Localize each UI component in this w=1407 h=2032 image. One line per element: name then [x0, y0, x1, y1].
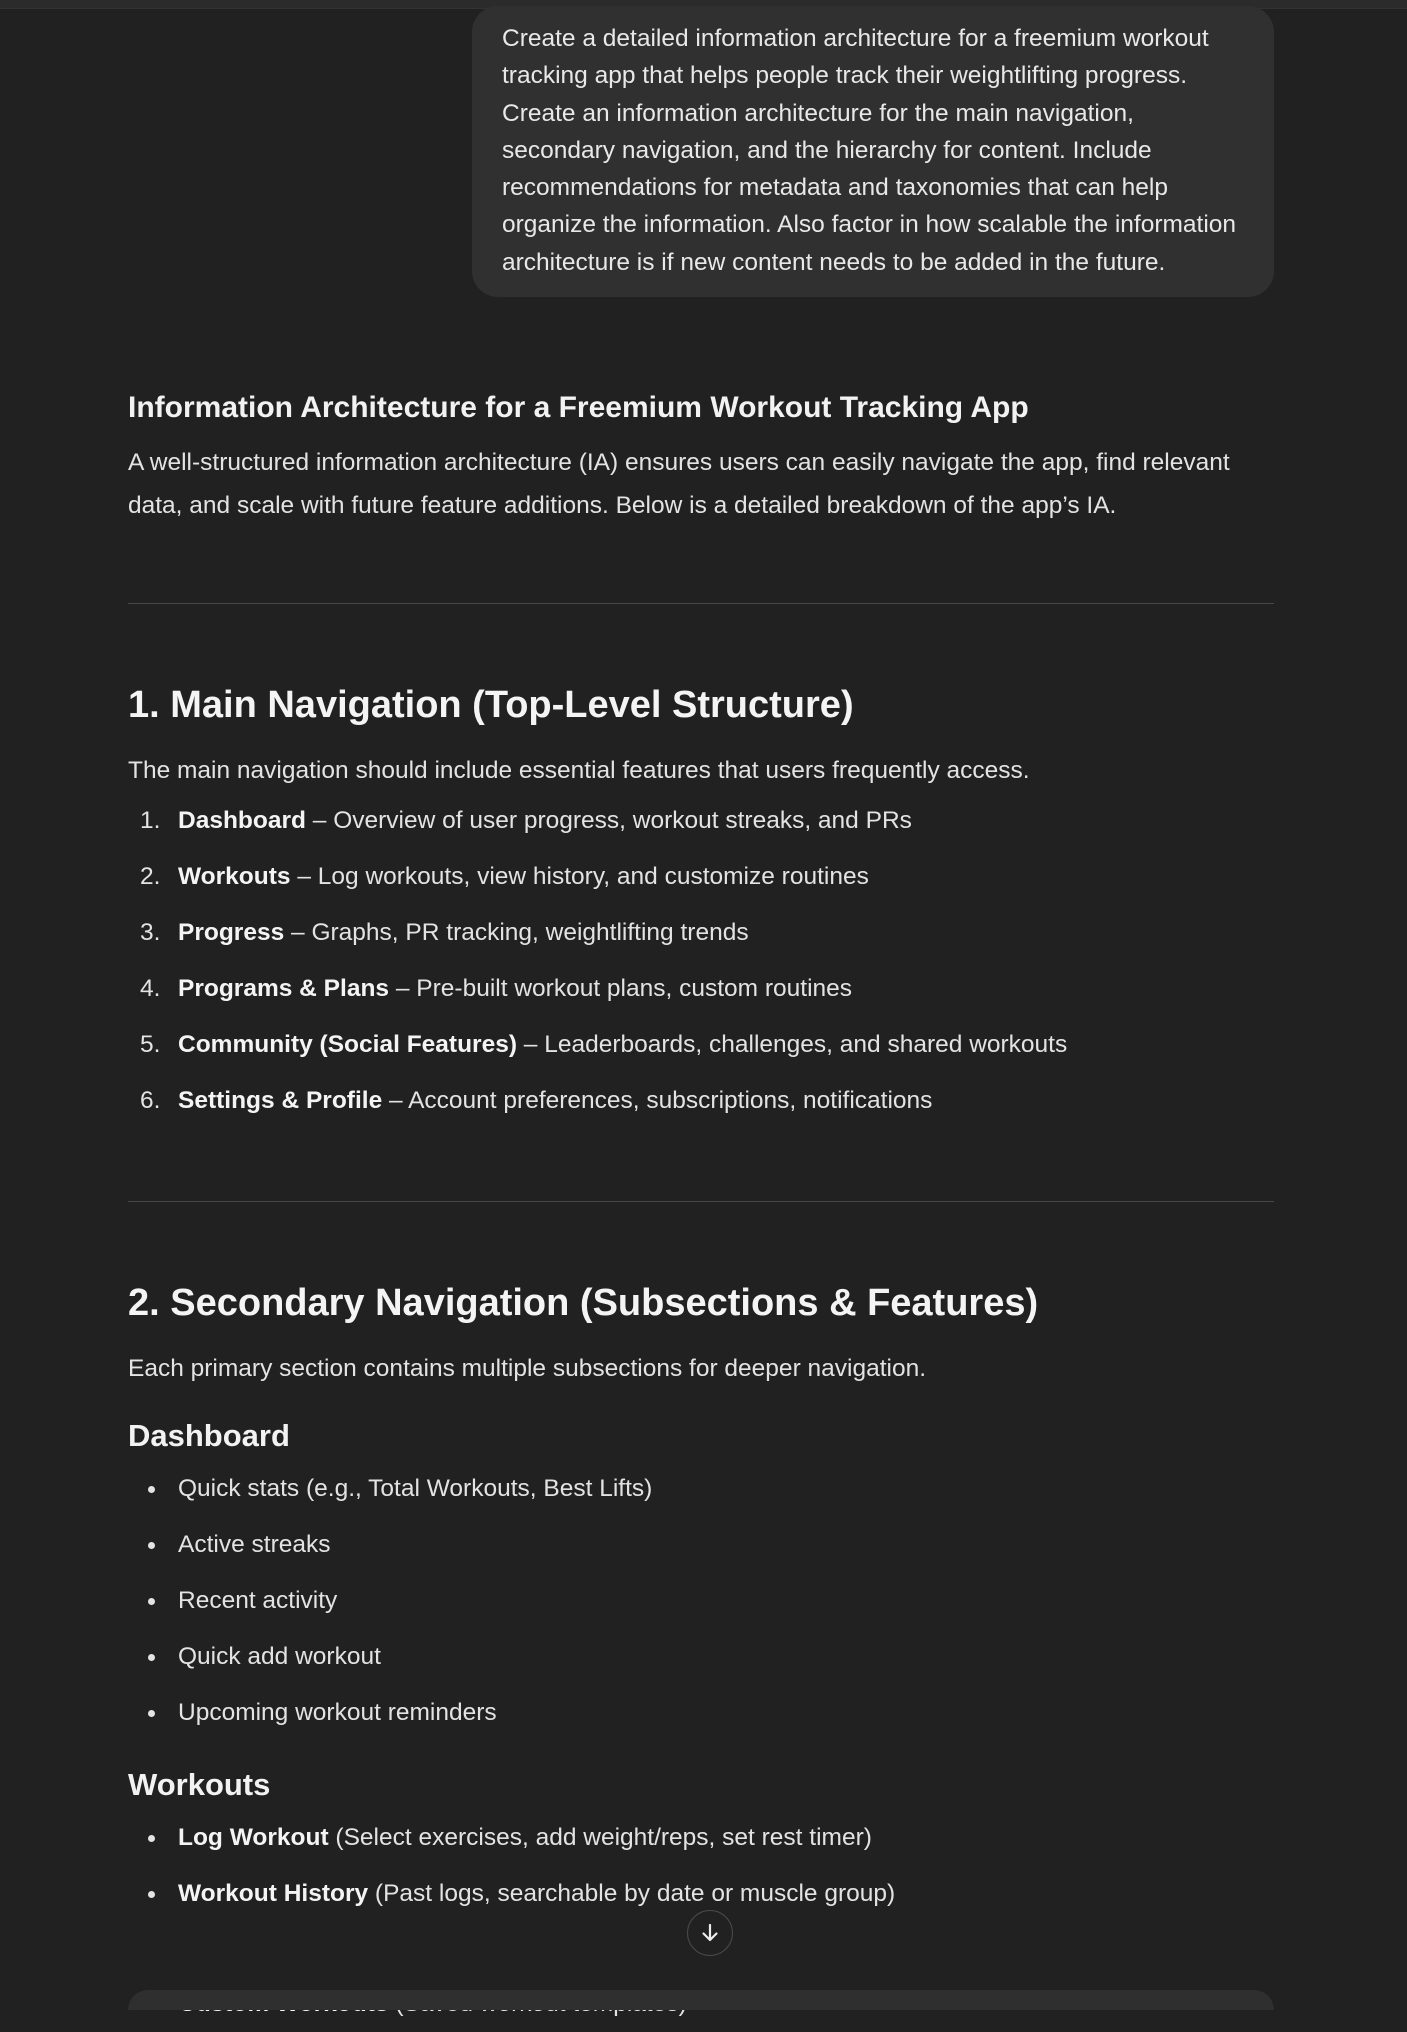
- section-2-intro: Each primary section contains multiple subsections for deeper navigation.: [128, 1355, 927, 1382]
- response-title: Information Architecture for a Freemium Workout Tracking App: [128, 391, 1029, 424]
- assistant-response: [128, 390, 1274, 1922]
- list-item: 2. Workouts – Log workouts, view history, and customize routines: [140, 863, 869, 890]
- section-1-intro: The main navigation should include essential features that users frequently access.: [128, 757, 1030, 784]
- list-item: Quick stats (e.g., Total Workouts, Best Lifts): [128, 1461, 1274, 1517]
- divider: [128, 603, 1274, 604]
- section-1-heading: 1. Main Navigation (Top-Level Structure): [128, 684, 854, 726]
- user-message-bubble: Create a detailed information architecture for a freemium workout tracking app that helps people track their weightlifting progress. Create an information architecture for the main navigation, secondary navigation, and the hierarchy for content. Include recommendations for metadata and taxonomies that can help organize the information. Also factor in how scalable the information architecture is if new content needs to be added in the future.: [472, 6, 1274, 297]
- list-item: Workout History (Past logs, searchable by date or muscle group): [128, 1866, 1274, 1922]
- main-navigation-list: [128, 793, 1274, 1129]
- dashboard-subheading: Dashboard: [128, 1418, 290, 1453]
- list-item: 5. Community (Social Features) – Leaderboards, challenges, and shared workouts: [140, 1031, 1068, 1058]
- workouts-list: [128, 1810, 1274, 1922]
- list-item: Upcoming workout reminders: [128, 1685, 1274, 1741]
- list-item: Active streaks: [128, 1517, 1274, 1573]
- scroll-to-bottom-button[interactable]: [687, 1910, 733, 1956]
- arrow-down-icon: [699, 1922, 721, 1944]
- list-item: 4. Programs & Plans – Pre-built workout plans, custom routines: [140, 975, 853, 1002]
- dashboard-list: [128, 1461, 1274, 1741]
- section-2-heading: 2. Secondary Navigation (Subsections & Features): [128, 1282, 1039, 1324]
- list-item: Log Workout (Select exercises, add weight/reps, set rest timer): [128, 1810, 1274, 1866]
- list-item: 6. Settings & Profile – Account preferences, subscriptions, notifications: [140, 1087, 933, 1114]
- list-item: Recent activity: [128, 1573, 1274, 1629]
- workouts-subheading: Workouts: [128, 1767, 271, 1802]
- divider: [128, 1201, 1274, 1202]
- response-intro: A well-structured information architecture (IA) ensures users can easily navigate the app, find relevant data, and scale with future feature additions. Below is a detailed breakdown of the app’s IA.: [128, 449, 1230, 519]
- list-item: 3. Progress – Graphs, PR tracking, weightlifting trends: [140, 919, 749, 946]
- list-item: 1. Dashboard – Overview of user progress, workout streaks, and PRs: [140, 807, 912, 834]
- composer-edge: [128, 1990, 1274, 2010]
- list-item: Quick add workout: [128, 1629, 1274, 1685]
